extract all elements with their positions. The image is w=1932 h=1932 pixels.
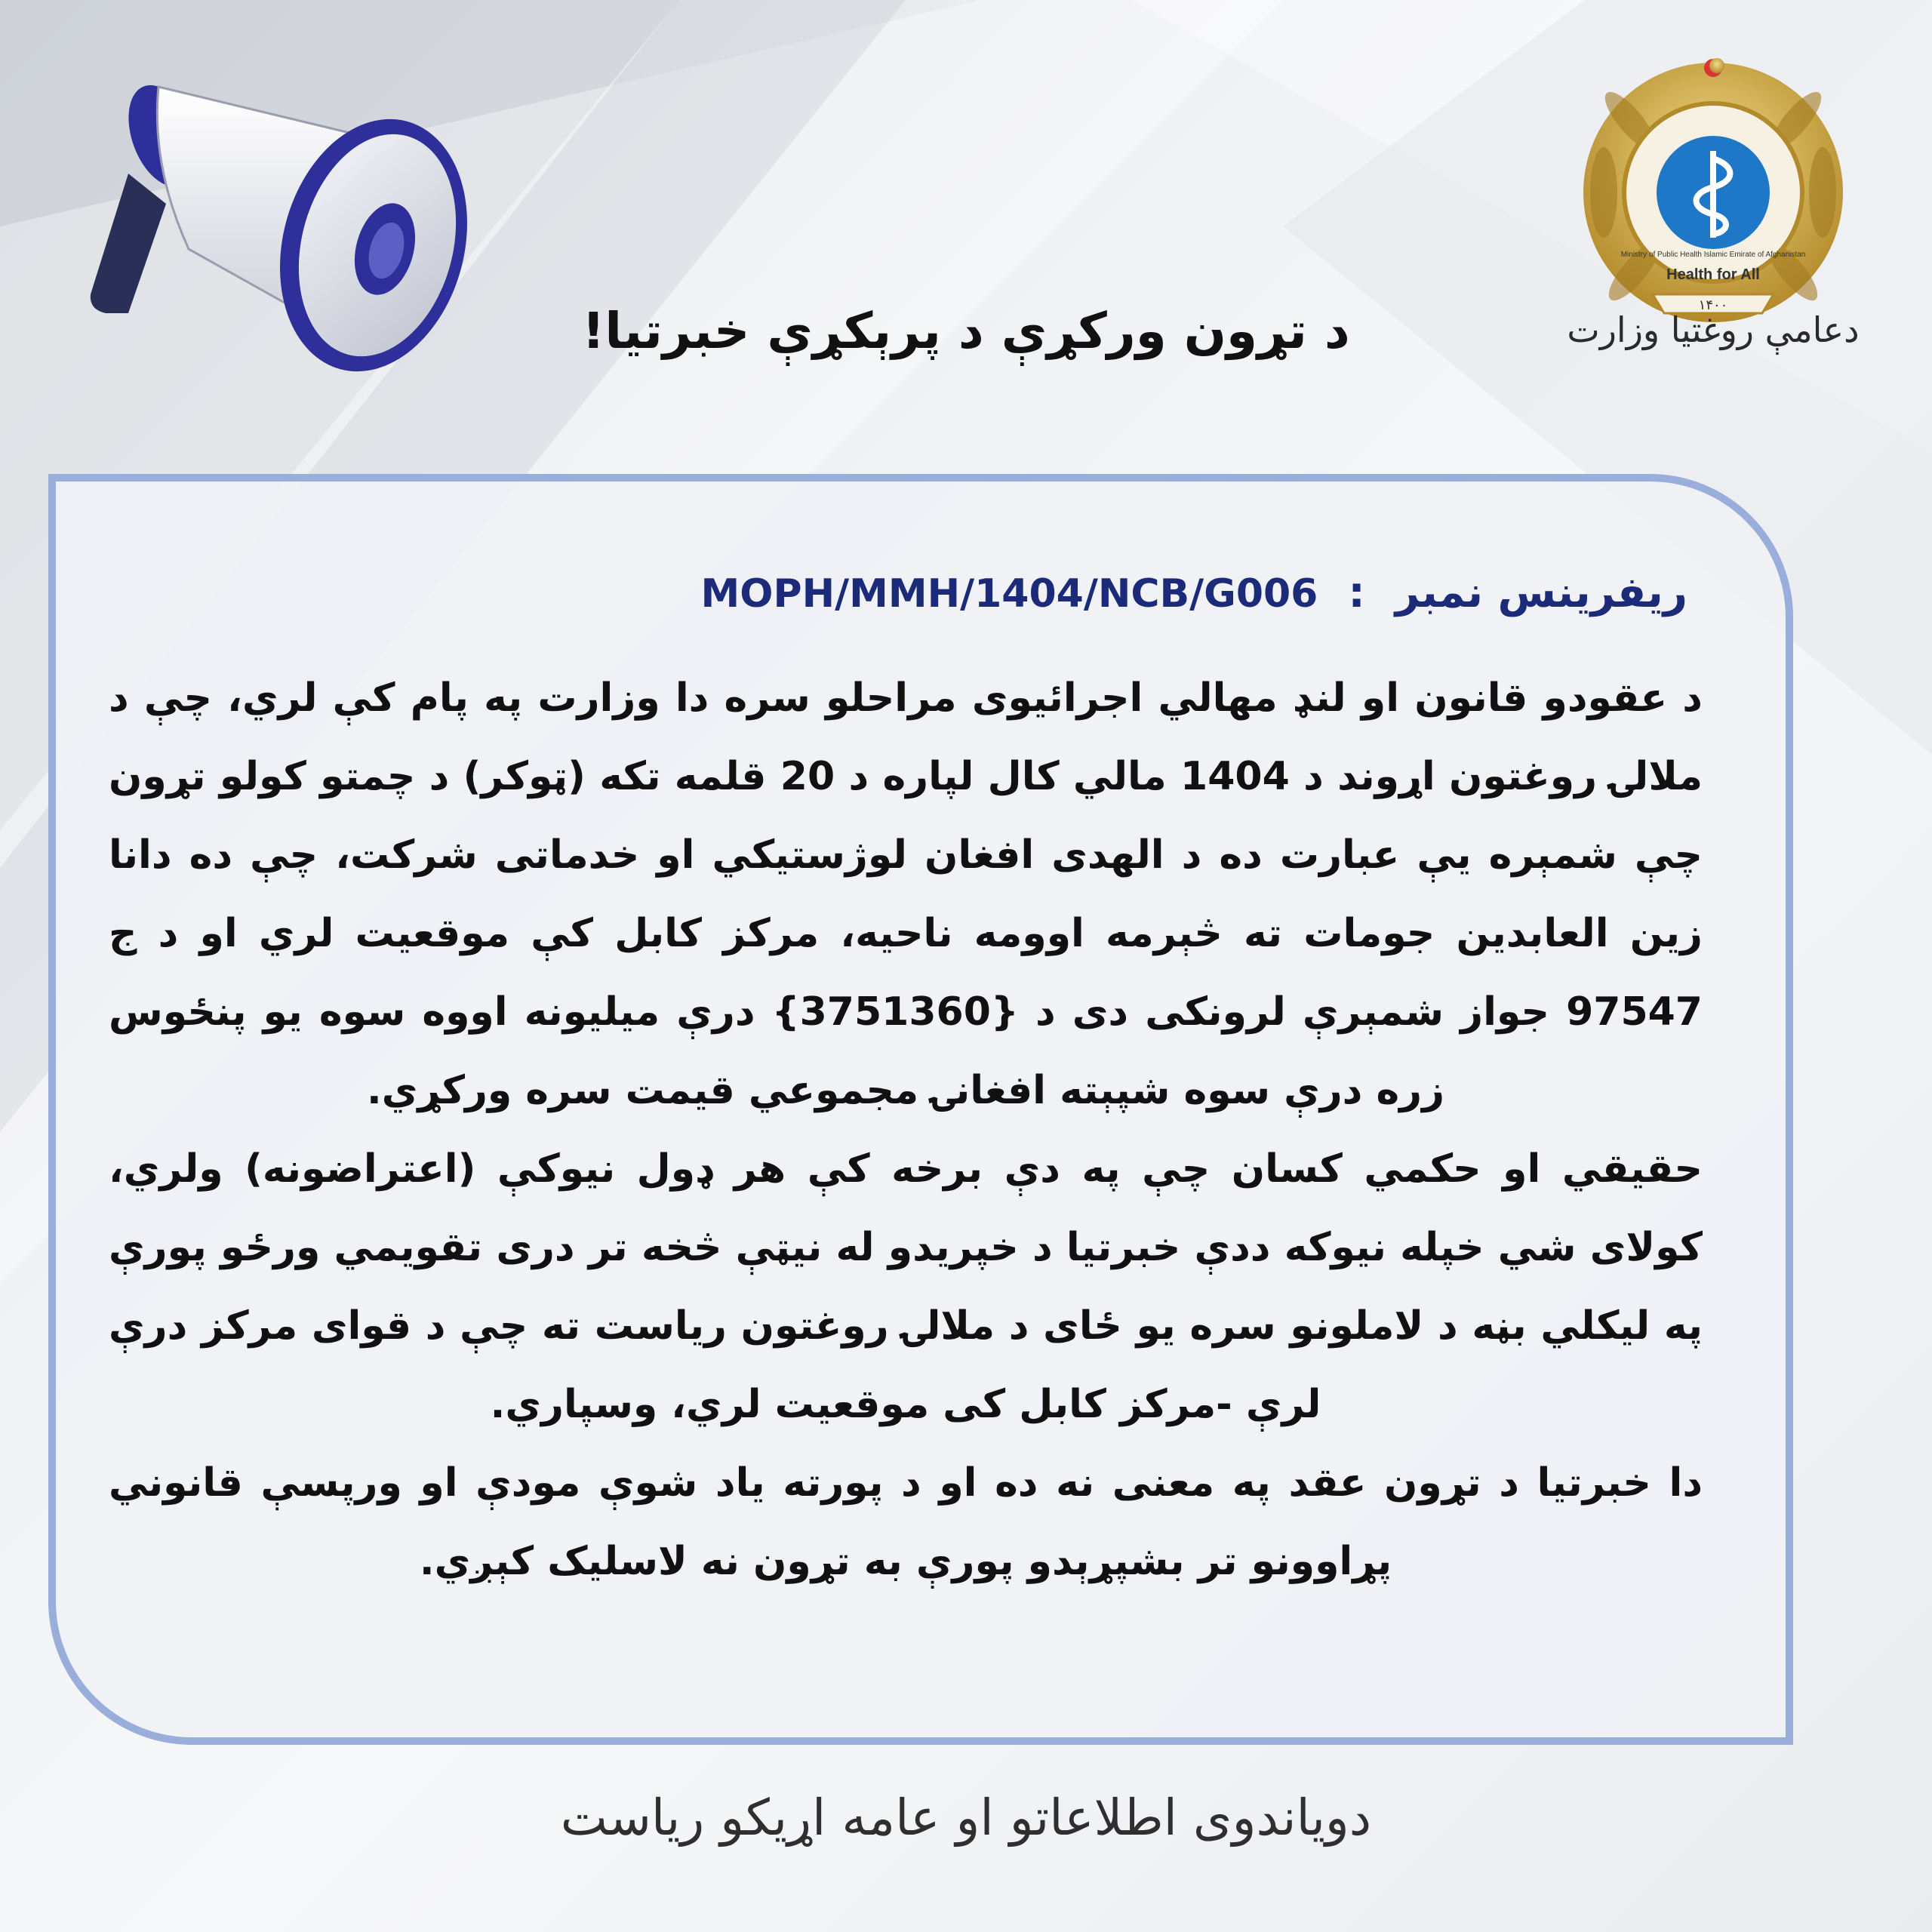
reference-label: ریفرینس نمبر [1395,568,1687,617]
megaphone-icon [75,53,498,408]
logo-year: ۱۴۰۰ [1698,297,1728,312]
logo-tagline: Health for All [1666,266,1760,283]
body-paragraph-2: حقیقي او حکمي کسان چې په دې برخه کې هر ډول نیوکې (اعتراضونه) ولري، کولای شي خپله نیوکه ددې خبرتیا د خپریدو له نیټې څخه تر دری تقویمي ورځو پورې په لیکلي بڼه د لاملونو سره یو ځای د ملالۍ روغتون ریاست ته چې د قوای مرکز درې لرې -مرکز کابل کی موقعیت لري، وسپاري. [109,1146,1703,1427]
page-title: د تړون ورکړې د پرېکړې خبرتیا! [582,302,1350,360]
announcement-card [48,474,1793,1745]
ministry-caption: دعامې روغتیا وزارت [1567,309,1860,350]
logo-ring-text: Ministry of Public Health Islamic Emirate of Afghanistan [1620,251,1806,259]
reference-row [701,568,1687,617]
footer-calligraphy: دویاندوی اطلاعاتو او عامه اړیکو ریاست [560,1789,1372,1847]
body-paragraph-1: د عقودو قانون او لنډ مهالي اجرائیوی مراحلو سره دا وزارت په پام کې لري، چې د ملالۍ روغتون اړوند د 1404 مالي کال لپاره د 20 قلمه تکه (ټوکر) د چمتو کولو تړون چې شمېره يې عبارت ده د الهدی افغان لوژستیکي او خدماتی شرکت، چې ده دانا زين العابدين جومات ته څېرمه اوومه ناحیه، مرکز کابل کې موقعیت لري او د ج 97547 جواز شمېرې لرونکی دی د {3751360} درې میلیونه اووه سوه یو پنځوس زره درې سوه شپېته افغانۍ مجموعي قیمت سره ورکړي. [109,675,1703,1113]
ministry-emblem-logo [1574,53,1853,332]
announcement-body [109,659,1703,1601]
reference-colon: : [1348,568,1365,617]
body-paragraph-3: دا خبرتیا د تړون عقد په معنی نه ده او د پورته یاد شوې مودې او ورپسې قانوني پړاوونو تر بشپړېدو پورې به تړون نه لاسلیک کېږي. [109,1460,1703,1584]
reference-number: MOPH/MMH/1404/NCB/G006 [700,571,1318,617]
